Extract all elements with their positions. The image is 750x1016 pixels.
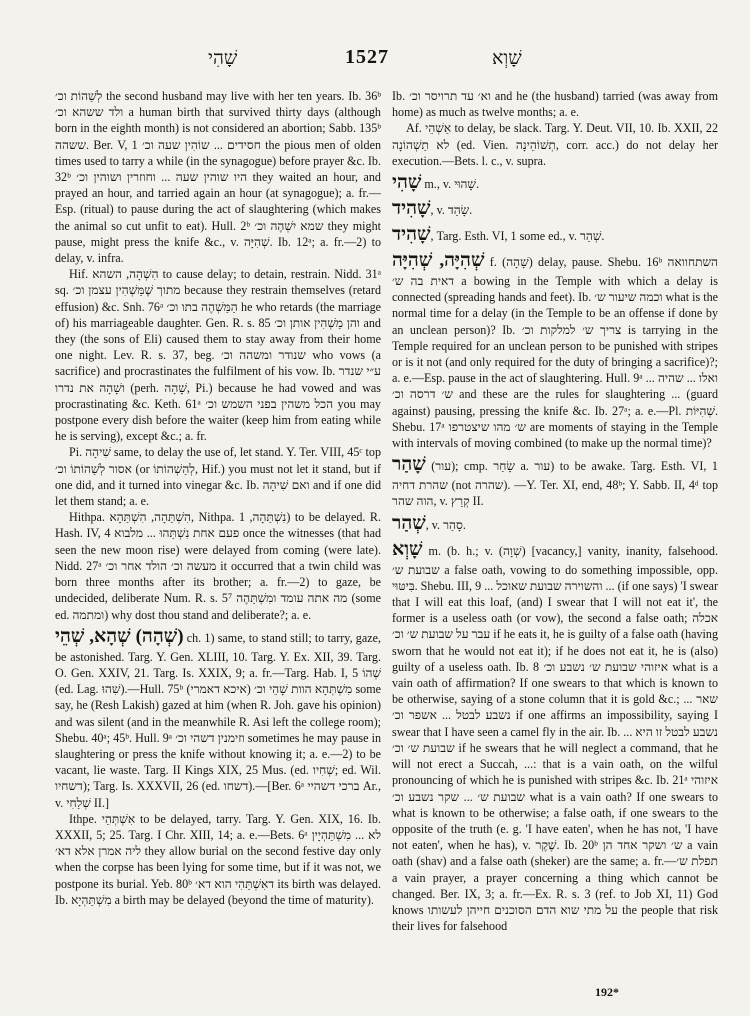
- entry-headword: שָׁהַר: [392, 454, 426, 476]
- dictionary-entry: [392, 453, 718, 509]
- entry-headword: שְׁהִיָּה, שְׁהִיָּה: [392, 250, 485, 272]
- dictionary-entry: [392, 171, 718, 195]
- running-header: [0, 46, 750, 76]
- entry-paragraph: לְשַׁהוֹת וכ׳ the second husband may live with her ten years. Ib. 36ᵇ ולד ששהא וכ׳ a human birth that survived thirty days (although born in the eighth month) is not considered an abortion; Sabb. 135ᵇ ששהה. Ber. V, 1 חסידים ... שוֹהִין שעה וכ׳ the pious men of olden times used to tarry a while (in the synagogue) before prayer &c. Ib. 32ᵇ היו שוהין שעה ... וחוזרין ושוהין וכ׳ they waited an hour, and prayed an hour, and tarried again an hour (at synagogue); a. fr.—Esp. (ritual) to pause during the act of slaughtering (which makes the animal so cut unfit to eat). Hull. 2ᵇ שמא יִשְׁהֶה וכ׳ they might pause, might press the knife &c., v. שְׁהִיָּה. Ib. 12ᵃ; a. fr.—2) to delay, v. infra.: [55, 89, 382, 266]
- entry-body: ch. 1) same, to stand still; to tarry, gaze, be astonished. Targ. Y. Gen. XLIII, 10. Targ. Y. Ex. XII, 39. Targ. O. Gen. XXIV, 21. Targ. Is. XXIX, 9; a. fr.—Targ. Hab. I, 5 שְׁהוֹ (ed. Lag. שִׁהוּ).—Hull. 75ᵇ (איכא דאמרי) מִשְׁתְּהָא הוות שָׁהֵי וכ׳ some say, he (Resh Lakish) gazed at him (when R. Joh. gave his opinion) and was silent (and in the meanwhile R. Asi left the college room); Shebu. 40ᵃ; 45ᵇ. Hull. 9ᵃ וזימנין דשהי וכ׳ sometimes he may pause in slaughtering or press the knife without knowing it; a. e.—2) to be vacant, lie waste. Targ. II Kings XIX, 25 Mus. (ed. שְׁחִיו; ed. Wil. דשחיו); Targ. Is. XXXVII, 26 (ed. דשחו).—[Ber. 6ᵃ ברכי דשהיי Ar., v. שְׁלַחִי II.]: [55, 630, 382, 810]
- entry-paragraph: Hif. הִשְׁהָה, השהא to cause delay; to detain, restrain. Nidd. 31ᵃ sq. מתוך שֶׁמַּשְׁהִין עצמן וכ׳ because they restrain themselves (retard effusion) &c. Snh. 76ᵃ הַמַּשְׁהֶה בתו וכ׳ he who retards (the marriage of) his marriageable daughter. Gen. R. s. 85 והן מַשְׁהִין אותן וכ׳ and they (the sons of Eli) caused them to stay away from their home one night. Lev. R. s. 37, beg. שנודר ומשהה וכ׳ who vows (a sacrifice) and procrastinates the fulfilment of his vow. Ib. ע״י שנדר ושָׁהָה את נדרו (perh. שָׁהָה, Pi.) because he had vowed and was procrastinating &c. Keth. 61ᵃ הכל משהין בפני השמש וכ׳ you may postpone every dish before the waiter (keep him from eating while he is serving), except &c.; a. fr.: [55, 267, 382, 444]
- entry-headword: שָׁוְא: [392, 538, 423, 560]
- entry-body: m., v. שָׁהוּי.: [421, 177, 480, 192]
- dictionary-entry: [392, 512, 718, 536]
- page-number: 1527: [345, 46, 389, 68]
- dictionary-entry: [392, 249, 718, 451]
- right-guide-word: שָׁוְא: [492, 48, 522, 69]
- left-column: [55, 88, 381, 908]
- entry-headword: (שְׁהָה) שְׁהָא, שְׁהֵי: [55, 625, 184, 647]
- entry-body: (עור); cmp. שָׂחַר a. עור) to be awake. Targ. Esth. VI, 1 שהרת דחיה (not שהרה). —Y. Ter. XI, end, 48ᵇ; Y. Sabb. II, 4ᵈ top הוה שהר, v. קְרַץ II.: [392, 459, 718, 509]
- dictionary-entry: [392, 197, 718, 221]
- entry-paragraph: Af. אַשְׁהֵי to delay, be slack. Targ. Y. Deut. VII, 10. Ib. XXII, 22 לא תַשְׁהוֹנָה (ed. Vien. תְשׁוֹהֵינָה, corr. acc.) do not delay her execution.—Bets. l. c., v. supra.: [392, 121, 719, 168]
- dictionary-entry: [392, 223, 718, 247]
- entry-headword: שָׁהִיד: [392, 224, 431, 246]
- entry-headword: שָׁהִיד: [392, 198, 431, 220]
- dictionary-entry: [392, 538, 718, 935]
- entry-paragraph: Hithpa. הִשְׁתַּהָה, הִשְׁתַּהָא, Nithpa. נִשְׁתַּהָה, 1) to be delayed. R. Hash. IV, 4 פעם אחת נִשְׁתַּהוּ ... מלבוא once the witnesses (that had seen the new moon rise) were delayed from coming (were late). Nidd. 27ᵃ מעשה וכ׳ הולד אחר וכ׳ it occurred that a twin child was born three months after its brother; a. fr.—2) to gaze, be undecided, deliberate Num. R. s. 5⁷ מה אתה עומד ומִשְׁתַּהֶה (some ed. ומתמה) why dost thou stand and deliberate?; a. e.: [55, 510, 381, 622]
- entry-headword: שְׁהַר: [392, 512, 426, 534]
- entry-body: , Targ. Esth. VI, 1 some ed., v. שְׁהַר.: [430, 229, 605, 244]
- entry-paragraph: Pi. שִׁיהָה same, to delay the use of, let stand. Y. Ter. VIII, 45ᶜ top אסור לְשַׁהוֹתוֹ וכ׳ (or לְהַשְׁהוֹתוֹ, Hif.) you must not let it stand, but if one did, and it turned into vinegar &c. Ib. ואם שִׁיהָה and if one did let them stand; a. e.: [55, 445, 381, 509]
- entry-body: f. (שָׁהָה) delay, pause. Shebu. 16ᵇ השתחוואה דאית בה ש׳ a bowing in the Temple with which a delay is connected (spreading hands and feet). Ib. וכמה שיעור ש׳ what is the normal time for a delay (in the Temple to be an offense if done by an unclean person)? Ib. צריך ש׳ למלקות וכ׳ is tarrying in the Temple required for an unclean person to be punished with stripes or is it not (and only required for the duty of bringing a sacrifice)?; a. e.—Esp. pause in the act of slaughtering. Hull. 9ᵃ ... ואלו ... שהיה ש׳ דרסה וכ׳ and these are the rules for slaughtering ... (guard against) pausing, pressing the knife &c. Ib. 27ᵃ; a. e.—Pl. שְׁהִיּוֹת. Shebu. 17ᵃ ש׳ מהו שיצטרפו are moments of staying in the Temple with intervals of moving combined (to make up the normal time)?: [392, 255, 719, 451]
- entry-headword: שָׁהִי: [392, 172, 422, 194]
- entry-paragraph: Ib. וא׳ עד תרויסר וכ׳ and he (the husband) tarried (was away from home) as much as twelve months; a. e.: [392, 89, 719, 120]
- entry-body: , v. סָהַר.: [425, 517, 466, 532]
- right-column: [392, 88, 718, 934]
- entry-body: , v. שָׂהַד.: [430, 203, 473, 218]
- entry-paragraph: Ithpe. אִשְׁתְּהֵי to be delayed, tarry. Targ. Y. Gen. XIX, 16. Ib. XXXII, 5; 25. Targ. I Chr. XIII, 14; a. e.—Bets. 6ᵃ לא ... מִשְׁתַּהְיָין ליה אמרן אלא דא׳ they allow burial on the second festive day only when the corpse has been lying for some time, but if it was not, we postpone its burial. Yeb. 80ᵇ דאִשְׁתַּהִי הוא דא׳ its birth was delayed. Ib. מִשְׁתַּהְיָא a birth may be delayed (beyond the time of maturity).: [55, 811, 382, 907]
- entry-body: m. (b. h.; v. (שְׁוָה) [vacancy,] vanity, inanity, falsehood. שבועת ש׳ a false oath, vowing to do something impossible, opp. בִּיטּוּי. Shebu. III, 9 ... והשוירה שבועת שאוכל ... (if one says) 'I swear that I will eat this loaf, (and) I swear that I will not eat it', the former is a useless oath (or vow), the second a false oath; אכלה עבר על שבועת ש׳ וכ׳ if he eats it, he is guilty of a false oath (having sworn that he would not eat it); if he does not eat it, he is (also) guilty of a useless oath. Ib. 8 איזוהי שבועת ש׳ נשבע וכ׳ what is a vain oath of affirmation? If one swears to that which is known to be otherwise, saying of a stone column that it is gold &c.; שאר ... נשבע לבטל ... אשפר וכ׳ if one affirms an impossibility, saying I swear that I have seen a camel fly in the air. Ib. ... נשבע לבטל זו היא שבועת ש׳ וכ׳ if he swears that he will neglect a command, that he will not erect a Succah, ...: that is a vain oath, on the wilful pronouncing of which he is punished with stripes &c. Ib. 21ᵃ איזוהי שבועת ש׳ ... שקר נשבע וכ׳ what is a vain oath? If one swears to what is known to be otherwise; a false oath, if one swears to the opposite of the truth (e. g. 'I have eaten', when he has not, 'I have not eaten', when he has), v. שֶׁקֶר. Ib. 20ᵇ ש׳ ושקר אחד הן a vain oath (shav) and a false oath (sheker) are the same; a. fr.—תפלת ש׳ a vain prayer, a prayer concerning a thing which cannot be changed. Ber. IX, 3; a. fr.—Ex. R. s. 3 (ref. to Job XI, 11) God knows על מתי שוא הדם הסוכנים חייהן לעשותו the people that risk their lives for falsehood: [392, 543, 719, 934]
- signature-mark: 192*: [595, 985, 619, 999]
- dictionary-entry: [55, 625, 381, 811]
- left-guide-word: שָׁהִי: [208, 48, 238, 69]
